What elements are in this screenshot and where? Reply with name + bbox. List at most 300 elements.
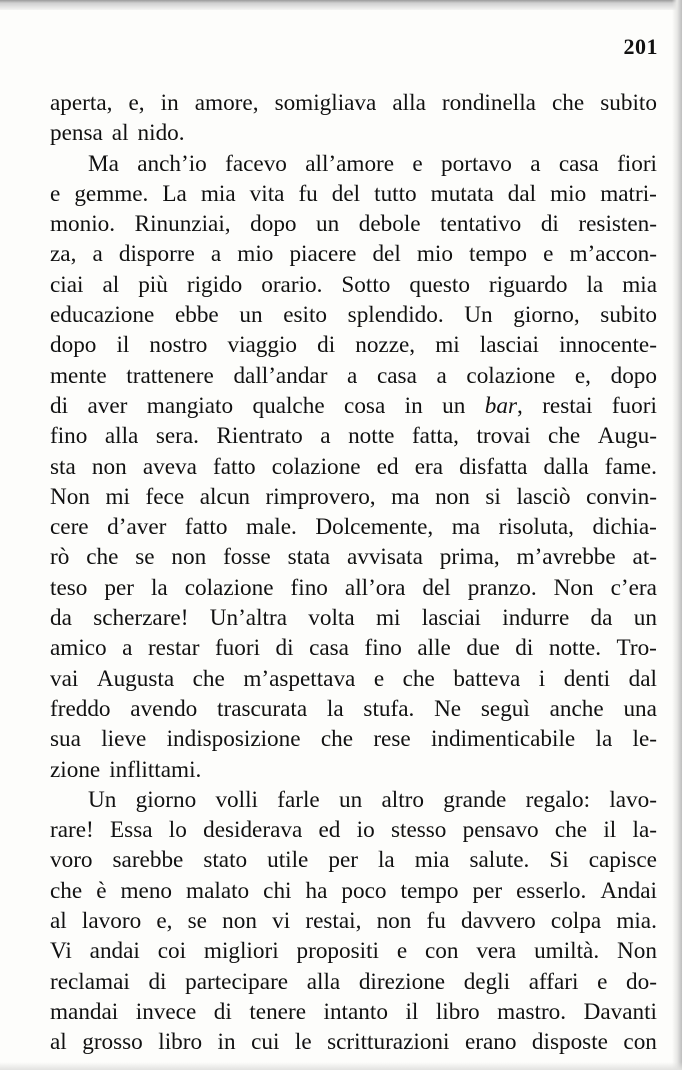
page-number: 201 (623, 34, 658, 59)
word: la (595, 726, 613, 753)
text-line (50, 542, 657, 572)
word: volta (308, 605, 355, 632)
text-line (50, 845, 657, 875)
word: se (187, 908, 207, 935)
word: m’accon- (569, 241, 657, 268)
word: aver (87, 392, 128, 419)
word: rondinella (441, 90, 536, 116)
word: Tro- (616, 635, 657, 662)
word: notte (348, 423, 395, 450)
word: per (328, 847, 358, 874)
word: rimprovero, (265, 483, 376, 510)
word: aveva (142, 453, 197, 480)
word: davvero (461, 908, 536, 935)
text-line (50, 452, 657, 482)
word: invece (135, 998, 197, 1025)
word: vita (249, 180, 285, 207)
word: colpa (550, 908, 602, 935)
text-line (50, 967, 657, 997)
word: un (339, 786, 363, 813)
word: dopo (50, 332, 97, 359)
word: colazione (466, 362, 556, 389)
word: Ne (434, 695, 462, 722)
word: malato (186, 877, 250, 904)
word: cui (251, 1029, 280, 1056)
word: direzione (358, 968, 446, 995)
text-line (50, 755, 657, 785)
word: se (135, 544, 155, 571)
word: alle (417, 635, 451, 662)
scan-edge-bottom (0, 1062, 682, 1070)
word: poco (341, 877, 387, 904)
word: che (402, 665, 435, 692)
word: Si (549, 847, 569, 874)
word: al (50, 1029, 67, 1056)
word: stato (203, 847, 248, 874)
word: altro (381, 786, 424, 813)
word: non (91, 453, 127, 480)
word: alla (104, 423, 139, 450)
word: il (116, 332, 130, 359)
word: libro (158, 1029, 203, 1056)
text-line (50, 149, 657, 179)
word: un (442, 392, 466, 419)
word: due (466, 635, 500, 662)
word: stesso (390, 817, 447, 844)
word: non (435, 483, 470, 510)
word: amico (50, 635, 107, 662)
word: per (104, 574, 134, 601)
word: tenere (249, 998, 306, 1025)
word: viaggio (227, 332, 298, 359)
word: fu (426, 908, 446, 935)
word: grande (443, 786, 507, 813)
word: i (538, 665, 546, 692)
word: facevo (225, 150, 287, 177)
word: degli (463, 968, 511, 995)
word: la- (632, 817, 657, 844)
word: a (436, 362, 447, 389)
word: ciai (50, 271, 84, 298)
word: lasciai (421, 605, 481, 632)
word: libro (435, 998, 480, 1025)
word: trattenere (126, 362, 214, 389)
word: vera (476, 938, 517, 965)
word: male. (245, 514, 297, 541)
word: restai (542, 392, 593, 419)
word: al (102, 271, 120, 298)
word: erano (464, 1029, 517, 1056)
word: c’era (610, 574, 657, 601)
word: splendido. (347, 302, 444, 329)
text-line (50, 724, 657, 754)
word: riguardo (488, 271, 568, 298)
word: colazione (271, 453, 361, 480)
word: fame. (604, 453, 657, 480)
word: dal (507, 180, 537, 207)
word: era (414, 453, 444, 480)
word: pensa (50, 120, 103, 147)
word: coi (157, 938, 187, 965)
word: pensavo (462, 817, 539, 844)
word: fino (50, 423, 88, 450)
word: per (472, 877, 503, 904)
word: Non (616, 938, 657, 965)
word: in (160, 90, 179, 116)
word: mutata (430, 180, 494, 207)
word: all’ora (344, 574, 406, 601)
word: restai, (305, 908, 362, 935)
word: do- (626, 968, 657, 995)
word: Un (464, 302, 493, 329)
text-line (50, 209, 657, 239)
word: migliori (203, 938, 279, 965)
word: che (548, 423, 581, 450)
text-line (50, 512, 657, 542)
word: del (422, 574, 451, 601)
word: za, (50, 241, 77, 268)
word: portavo (441, 150, 512, 177)
word: reclamai (50, 968, 130, 995)
word: resisten- (578, 211, 657, 238)
word: si (485, 483, 501, 510)
word: mi (375, 605, 401, 632)
word: che (50, 877, 83, 904)
word: intanto (323, 998, 388, 1025)
scan-edge-right (672, 0, 682, 1070)
word: di (213, 998, 232, 1025)
word: dall’andar (233, 362, 328, 389)
word: stufa. (363, 695, 415, 722)
word: sua (50, 726, 81, 753)
word: a (320, 423, 331, 450)
text-line (50, 300, 657, 330)
word: denti (563, 665, 611, 692)
word: lavo- (609, 786, 657, 813)
word: mente (50, 362, 107, 389)
word: fosse (223, 544, 271, 571)
word: desiderava (203, 817, 303, 844)
word: e, (128, 90, 145, 116)
word: e, (156, 908, 173, 935)
word: fuori (214, 635, 261, 662)
word: casa (558, 150, 599, 177)
word: indisposizione (166, 726, 301, 753)
scan-edge-top (0, 0, 682, 10)
word: trovai (476, 423, 531, 450)
word: mi (435, 332, 460, 359)
word: avendo (130, 695, 198, 722)
word: salute. (469, 847, 530, 874)
word: vi (272, 908, 291, 935)
word: disfatta (459, 453, 528, 480)
word: di (515, 635, 534, 662)
word: nido. (137, 120, 185, 147)
word: non (171, 544, 207, 571)
word: mi (105, 483, 130, 510)
word: propositi (296, 938, 379, 965)
word: Dolcemente, (315, 514, 434, 541)
word: di (148, 968, 167, 995)
word: di (317, 332, 336, 359)
word: più (138, 271, 168, 298)
word: che (86, 544, 119, 571)
word: somigliava (274, 90, 377, 116)
word: disporre (118, 241, 195, 268)
word: le (294, 1029, 312, 1056)
text-line (50, 936, 657, 966)
text-line (50, 664, 657, 694)
word: Davanti (583, 998, 657, 1025)
word: subito (600, 302, 657, 329)
word: notte. (548, 635, 602, 662)
word: aperta, (50, 90, 113, 116)
word: di (275, 635, 294, 662)
word: un (316, 211, 340, 238)
word: subito (600, 90, 657, 116)
word: fuori (611, 392, 657, 419)
word: gemme. (74, 180, 149, 207)
word: anch’io (137, 150, 207, 177)
word: monio. (50, 211, 116, 238)
word: Rientrato (216, 423, 303, 450)
word: Andai (600, 877, 657, 904)
word: che (552, 90, 585, 116)
text-line (50, 1027, 657, 1057)
text-line (50, 361, 657, 391)
word: da (50, 605, 72, 632)
word: le- (632, 726, 657, 753)
word: mastro. (497, 998, 567, 1025)
word: m’aspettava (243, 665, 356, 692)
word: io (356, 817, 375, 844)
word: che (192, 665, 225, 692)
word: un (633, 605, 657, 632)
text-line (50, 270, 657, 300)
word: dopo (610, 362, 657, 389)
word: alla (392, 90, 426, 116)
word: trascurata (217, 695, 308, 722)
word: mia (200, 180, 236, 207)
text-line (50, 997, 657, 1027)
word: in (404, 392, 423, 419)
word: fatto (213, 453, 256, 480)
word: rese (373, 726, 411, 753)
word: bar, (484, 392, 523, 419)
word: di (540, 211, 559, 238)
text-line (50, 785, 657, 815)
word: cosa (344, 392, 386, 419)
word: fece (145, 483, 185, 510)
word: Non (50, 483, 90, 510)
word: non (376, 908, 412, 935)
italic-word: bar (484, 392, 517, 419)
word: fatta, (411, 423, 459, 450)
word: nozze, (355, 332, 416, 359)
word: fino (290, 574, 328, 601)
word: Un’altra (209, 605, 287, 632)
word: disposte (531, 1029, 608, 1056)
word: vai (50, 665, 79, 692)
word: tentativo (440, 211, 522, 238)
word: rigido (186, 271, 243, 298)
word: una (623, 695, 657, 722)
word: colazione (184, 574, 274, 601)
word: rare! (50, 817, 94, 844)
word: indurre (502, 605, 570, 632)
word: rò (50, 544, 70, 571)
text-line (50, 421, 657, 451)
word: è (96, 877, 107, 904)
word: dalla (543, 453, 589, 480)
word: qualche (252, 392, 325, 419)
word: alla (306, 968, 341, 995)
word: lieve (101, 726, 147, 753)
word: risoluta, (498, 514, 574, 541)
word: un (239, 302, 263, 329)
word: educazione (50, 302, 155, 329)
word: volli (215, 786, 258, 813)
word: dichia- (592, 514, 657, 541)
word: at- (632, 544, 657, 571)
word: La (162, 180, 187, 207)
word: tempo (400, 877, 459, 904)
word: pranzo. (467, 574, 537, 601)
word: in (217, 1029, 236, 1056)
word: a (122, 635, 133, 662)
word: a (210, 241, 222, 268)
word: lavoro (81, 908, 142, 935)
word: mio (416, 241, 453, 268)
word: zione (50, 756, 101, 783)
text-line (50, 391, 657, 421)
word: debole (358, 211, 421, 238)
word: mangiato (146, 392, 234, 419)
word: anche (549, 695, 604, 722)
word: la (586, 271, 604, 298)
word: partecipare (185, 968, 289, 995)
word: chi (263, 877, 292, 904)
word: scritturazioni (327, 1029, 450, 1056)
word: restar (147, 635, 200, 662)
word: tempo (469, 241, 527, 268)
word: capisce (588, 847, 657, 874)
word: fu (298, 180, 318, 207)
word: sta (50, 453, 76, 480)
word: del (372, 241, 401, 268)
word: e (373, 665, 385, 692)
word: esserlo. (516, 877, 587, 904)
word: e (543, 241, 554, 268)
text-line (50, 179, 657, 209)
text-line (50, 906, 657, 936)
word: piacere (289, 241, 357, 268)
word: meno (120, 877, 173, 904)
word: questo (409, 271, 470, 298)
word: orario. (261, 271, 323, 298)
text-line (50, 118, 657, 148)
word: fino (364, 635, 402, 662)
word: casa (376, 362, 417, 389)
text-line (50, 603, 657, 633)
text-line (50, 330, 657, 360)
word: che (320, 726, 354, 753)
word: Ma (88, 150, 119, 177)
word: alcun (199, 483, 250, 510)
word: di (50, 392, 69, 419)
word: mia (622, 271, 657, 298)
word: mio (237, 241, 274, 268)
word: ma (451, 514, 481, 541)
word: Augu- (597, 423, 657, 450)
word: sera. (155, 423, 199, 450)
text-line (50, 239, 657, 269)
text-line (50, 573, 657, 603)
word: m’avrebbe (516, 544, 616, 571)
word: giorno, (513, 302, 580, 329)
word: Sotto (341, 271, 391, 298)
word: fatto (184, 514, 228, 541)
word: che (554, 817, 588, 844)
word: ebbe (174, 302, 219, 329)
word: fiori (617, 150, 657, 177)
text-line (50, 694, 657, 724)
word: casa (309, 635, 349, 662)
text-line (50, 88, 657, 118)
word: utile (267, 847, 309, 874)
word: e (396, 938, 408, 965)
word: ha (305, 877, 328, 904)
word: sarebbe (112, 847, 184, 874)
word: all’amore (305, 150, 395, 177)
word: dopo (250, 211, 297, 238)
text-line (50, 482, 657, 512)
word: a (347, 362, 358, 389)
word: amore, (194, 90, 259, 116)
word: innocente- (559, 332, 657, 359)
word: avvisata (346, 544, 423, 571)
body-text (50, 88, 657, 1058)
word: a (530, 150, 541, 177)
word: lo (168, 817, 187, 844)
word: esito (283, 302, 328, 329)
word: mia. (616, 908, 657, 935)
word: umiltà. (534, 938, 600, 965)
word: scherzare! (93, 605, 189, 632)
word: non (222, 908, 257, 935)
word: convin- (586, 483, 657, 510)
word: la (326, 695, 344, 722)
word: regalo: (525, 786, 591, 813)
text-line (50, 815, 657, 845)
word: lasciò (516, 483, 571, 510)
word: ed (376, 453, 399, 480)
word: Augusta (96, 665, 175, 692)
word: dal (628, 665, 657, 692)
word: e (597, 968, 608, 995)
word: con (424, 938, 459, 965)
word: prima, (439, 544, 500, 571)
word: freddo (50, 695, 111, 722)
word: da (590, 605, 613, 632)
word: la (377, 847, 395, 874)
word: la (150, 574, 168, 601)
word: Rinunziai, (134, 211, 231, 238)
word: d’aver (107, 514, 167, 541)
word: e (412, 150, 423, 177)
word: Vi (50, 938, 72, 965)
word: Un (88, 786, 117, 813)
